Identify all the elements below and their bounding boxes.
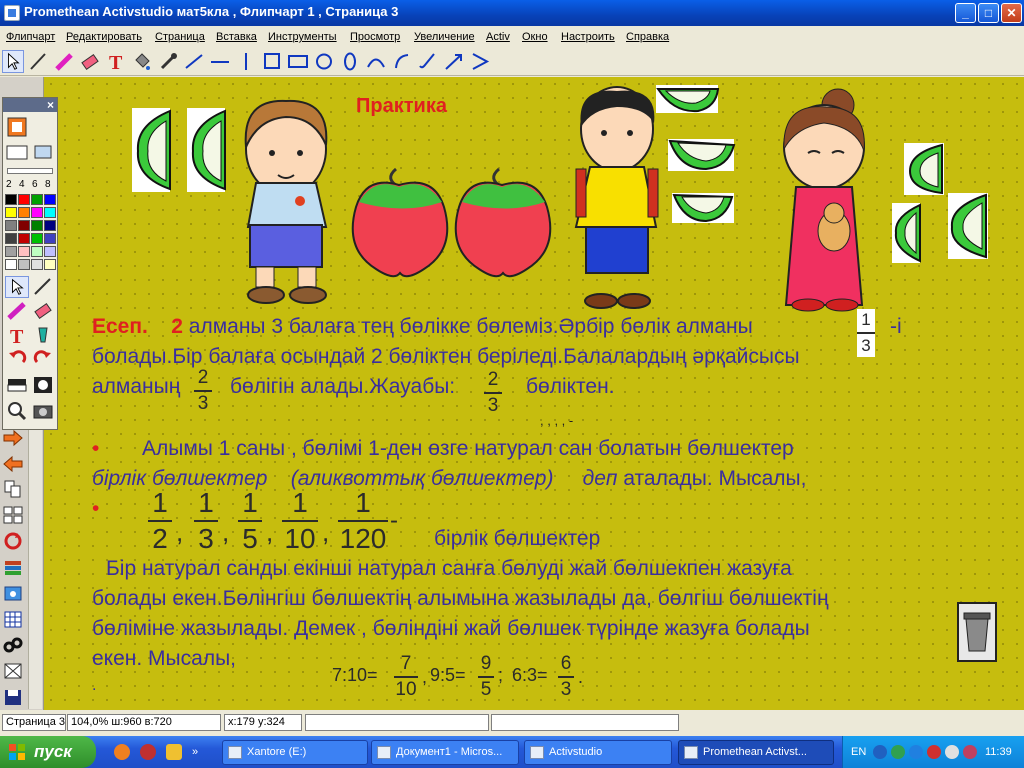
start-button[interactable] [0, 736, 96, 768]
word-icon [377, 746, 391, 759]
status-page: Страница 3 [2, 714, 66, 731]
apple-slice-right-3[interactable] [948, 193, 988, 259]
spotlight-tool-icon[interactable] [31, 374, 55, 396]
problem-label: Есеп. [92, 315, 148, 338]
menu-tools[interactable]: Инструменты [268, 31, 337, 43]
quicklaunch-app-icon[interactable] [166, 744, 182, 760]
fraction-two-thirds-b: 2 3 [484, 369, 502, 417]
menu-window[interactable]: Окно [522, 31, 548, 43]
windows-flag-icon [8, 743, 26, 761]
camera-icon[interactable] [31, 400, 55, 422]
division-expr-3: 6:3= [512, 665, 548, 685]
undo-icon[interactable] [5, 348, 29, 370]
term-aliquot-fractions: (аликвоттық бөлшектер) [290, 467, 554, 490]
screen-icon[interactable] [5, 142, 29, 164]
color-swatch[interactable] [5, 207, 17, 218]
apple-slice-left-2[interactable] [187, 108, 225, 192]
problem-line-3b: бөлігін алады.Жауабы: [230, 375, 456, 398]
line-icon[interactable] [183, 50, 205, 73]
division-frac-2: 9 5 [478, 653, 494, 701]
comma-1: , [176, 517, 184, 547]
dash-icon[interactable] [209, 50, 231, 73]
color-swatch[interactable] [44, 207, 56, 218]
redo-icon[interactable] [31, 348, 55, 370]
taskbar [0, 736, 1024, 768]
boy-left-illustration[interactable] [246, 101, 327, 303]
color-swatch[interactable] [44, 233, 56, 244]
division-period: . [578, 667, 584, 687]
opera-icon[interactable] [140, 744, 156, 760]
system-tray [842, 736, 1024, 768]
close-button[interactable]: ✕ [1001, 3, 1022, 23]
palette-text-icon[interactable] [5, 324, 29, 346]
comma-3: , [266, 517, 274, 547]
boy-middle-illustration[interactable] [576, 87, 658, 308]
paragraph-line-4: екен. Мысалы, [92, 647, 236, 670]
resource-library-icon[interactable] [2, 557, 24, 577]
menu-flipchart[interactable]: Флипчарт [6, 31, 56, 43]
square-icon[interactable] [261, 50, 283, 73]
division-sep-2: ; [498, 665, 504, 685]
palette-header[interactable] [3, 98, 57, 112]
taskbar-item-promethean[interactable]: Promethean Activst... [678, 740, 834, 765]
paragraph-dot: . [92, 677, 97, 694]
palette-eraser-icon[interactable] [31, 300, 55, 322]
status-bar [0, 710, 1024, 736]
menu-page[interactable]: Страница [155, 31, 205, 43]
window-title: Promethean Activstudio мат5кла , Флипчарт 1 , Страница 3 [24, 4, 399, 19]
vertical-line-icon[interactable] [235, 50, 257, 73]
reset-page-icon[interactable] [2, 531, 24, 551]
apple-1[interactable] [353, 169, 448, 276]
circle-icon[interactable] [313, 50, 335, 73]
slide-heading: Практика [356, 95, 447, 117]
arc-icon[interactable] [365, 50, 387, 73]
color-swatch[interactable] [31, 207, 43, 218]
color-swatch[interactable] [18, 233, 30, 244]
title-bar [0, 0, 1024, 26]
division-expr-1: 7:10= [332, 665, 378, 685]
spotlight-icon[interactable] [2, 661, 24, 681]
taskbar-item-xantore[interactable]: Xantore (E:) [222, 740, 368, 765]
palette-pen-icon[interactable] [31, 276, 55, 298]
app-icon[interactable] [4, 5, 20, 21]
maximize-button[interactable]: □ [978, 3, 999, 23]
unit-fractions-caption: бірлік бөлшектер [434, 527, 601, 550]
chevron-icon[interactable] [469, 50, 491, 73]
magnifier-icon[interactable] [5, 400, 29, 422]
arrow-icon[interactable] [443, 50, 465, 73]
tray-app-icon[interactable] [963, 745, 977, 759]
next-page-icon[interactable] [2, 429, 24, 447]
bullet-1: • [92, 437, 100, 460]
activstudio-icon [530, 746, 544, 759]
problem-number: 2 [171, 315, 183, 338]
color-swatch[interactable] [44, 220, 56, 231]
menu-settings[interactable]: Настроить [561, 31, 615, 43]
status-coords: x:179 y:324 [224, 714, 302, 731]
fill-icon[interactable] [131, 50, 153, 73]
trash-bin-icon[interactable] [958, 603, 996, 661]
color-swatch[interactable] [31, 194, 43, 205]
page-sorter-icon[interactable] [2, 479, 24, 499]
apple-slice-left-1[interactable] [132, 108, 170, 192]
tray-volume-icon[interactable] [945, 745, 959, 759]
start-label: пуск [34, 742, 72, 761]
problem-line-3c: бөліктен. [526, 375, 615, 398]
division-frac-1: 7 10 [395, 653, 417, 700]
pen-size-2[interactable]: 2 [6, 179, 12, 190]
problem-line-1 [92, 315, 753, 339]
apple-slice-right-1[interactable] [904, 143, 944, 195]
rectangle-icon[interactable] [287, 50, 309, 73]
svg-text:T: T [109, 52, 123, 73]
promethean-icon [684, 746, 698, 759]
menu-zoom[interactable]: Увеличение [414, 31, 475, 43]
color-swatch[interactable] [18, 207, 30, 218]
color-swatch[interactable] [31, 233, 43, 244]
unit-fraction-1: 1 2 [148, 487, 172, 555]
problem-line-3a: алманың [92, 375, 181, 398]
examples-dash: - [390, 507, 398, 534]
menu-help[interactable]: Справка [626, 31, 670, 43]
flipchart-canvas[interactable] [44, 77, 1024, 710]
definition-line-1: Алымы 1 саны , бөлімі 1-ден өзге натурал сан болатын бөлшектер [142, 437, 794, 460]
color-swatch[interactable] [18, 194, 30, 205]
ellipse-icon[interactable] [339, 50, 361, 73]
menu-insert[interactable]: Вставка [216, 31, 257, 43]
fraction-two-thirds-a: 2 3 [194, 367, 212, 415]
color-swatch[interactable] [44, 194, 56, 205]
apple-slice-right-2[interactable] [892, 203, 920, 263]
comma-2: , [222, 517, 230, 547]
camera-snapshot-icon[interactable] [2, 583, 24, 603]
division-expr-2: 9:5= [430, 665, 466, 685]
definition-line-2-end: аталады. Мысалы, [623, 467, 807, 490]
firefox-icon[interactable] [114, 744, 130, 760]
drawing-toolbar [0, 48, 1024, 76]
bullet-2: • [92, 497, 100, 520]
color-swatch[interactable] [31, 220, 43, 231]
problem-dots: , , , , - [540, 413, 574, 428]
pointer-icon[interactable] [2, 50, 24, 73]
unit-fraction-2: 1 3 [194, 487, 218, 555]
taskbar-item-activstudio[interactable]: Activstudio [524, 740, 672, 765]
menu-view[interactable]: Просмотр [350, 31, 401, 43]
revealer-icon[interactable] [5, 374, 29, 396]
status-field-empty-1 [305, 714, 489, 731]
girl-illustration[interactable] [784, 89, 864, 311]
paragraph-line-3: бөліміне жазылады. Демек , бөліндіні жай бөлшек түрінде жазуға болады [92, 617, 810, 640]
status-zoom: 104,0% ш:960 в:720 [67, 714, 221, 731]
hook-icon[interactable] [417, 50, 439, 73]
tray-network-icon[interactable] [891, 745, 905, 759]
tray-back-icon[interactable] [873, 745, 887, 759]
quicklaunch-expand-icon[interactable]: » [192, 746, 199, 758]
page-grid-icon[interactable] [2, 505, 24, 525]
taskbar-item-document[interactable]: Документ1 - Micros... [371, 740, 519, 765]
tool-palette[interactable] [2, 97, 58, 430]
color-swatch[interactable] [31, 259, 43, 270]
menu-edit[interactable]: Редактировать [66, 31, 142, 43]
menu-activ[interactable]: Activ [486, 31, 510, 43]
unit-fraction-3: 1 5 [238, 487, 262, 555]
pen-icon[interactable] [27, 50, 49, 73]
color-swatch[interactable] [5, 220, 17, 231]
language-indicator[interactable]: EN [851, 746, 867, 758]
desktop-icon[interactable] [31, 142, 55, 164]
apple-2[interactable] [456, 169, 551, 276]
apple-slice-middle-3[interactable] [672, 193, 734, 223]
svg-text:T: T [10, 326, 24, 346]
save-icon[interactable] [2, 687, 24, 707]
color-swatch[interactable] [5, 233, 17, 244]
color-swatch[interactable] [5, 246, 17, 257]
problem-line-2: болады.Бір балаға осындай 2 бөліктен беріледі.Балалардың әрқайсысы [92, 345, 800, 368]
color-swatch[interactable] [31, 246, 43, 257]
previous-page-icon[interactable] [2, 455, 24, 473]
paragraph-line-2: болады екен.Бөлінгіш бөлшектің алымына жазылады да, бөлгіш бөлшектің [92, 587, 829, 610]
palette-highlighter-icon[interactable] [5, 300, 29, 322]
tray-antivirus-icon[interactable] [927, 745, 941, 759]
division-frac-3: 6 3 [558, 653, 574, 701]
term-called: деп [582, 467, 618, 490]
fraction-one-third: 1 3 [857, 309, 875, 357]
apple-slice-middle-1[interactable] [656, 85, 718, 113]
pen-width-slider[interactable] [7, 168, 53, 174]
pen-size-8[interactable]: 8 [45, 179, 51, 190]
minimize-button[interactable]: _ [955, 3, 976, 23]
flipchart-icon[interactable] [5, 116, 29, 138]
clock[interactable]: 11:39 [985, 746, 1012, 758]
palette-pointer-icon[interactable] [5, 276, 29, 298]
pen-size-6[interactable]: 6 [32, 179, 38, 190]
palette-fill-icon[interactable] [31, 324, 55, 346]
grid-icon[interactable] [2, 609, 24, 629]
status-field-empty-2 [491, 714, 679, 731]
color-swatch[interactable] [44, 259, 56, 270]
color-swatch[interactable] [44, 246, 56, 257]
pen-size-4[interactable]: 4 [19, 179, 25, 190]
problem-line-1-suffix: -і [890, 315, 902, 338]
division-sep-1: , [422, 667, 428, 687]
menu-bar [0, 26, 1024, 48]
unit-fraction-4: 1 10 [282, 487, 318, 555]
term-unit-fractions: бірлік бөлшектер [92, 467, 268, 490]
color-swatch[interactable] [18, 220, 30, 231]
paragraph-line-1: Бір натурал санды екінші натурал санға бөлуді жай бөлшекпен жазуға [106, 557, 792, 580]
comma-4: , [322, 517, 330, 547]
curve-icon[interactable] [391, 50, 413, 73]
color-swatch[interactable] [5, 194, 17, 205]
drive-icon [228, 746, 242, 759]
eraser-icon[interactable] [79, 50, 101, 73]
color-swatch[interactable] [18, 259, 30, 270]
problem-line-1-text: алманы 3 балаға тең бөлікке бөлеміз.Әрбір бөлік алманы [188, 315, 753, 338]
highlighter-icon[interactable] [53, 50, 75, 73]
unit-fraction-5: 1 120 [339, 487, 387, 554]
dropper-icon[interactable] [157, 50, 179, 73]
tools-icon[interactable] [2, 635, 24, 655]
text-icon[interactable] [105, 50, 127, 73]
color-swatch[interactable] [18, 246, 30, 257]
apple-slice-middle-2[interactable] [668, 139, 734, 171]
tray-bluetooth-icon[interactable] [909, 745, 923, 759]
palette-close-button[interactable]: × [46, 98, 54, 112]
color-swatch[interactable] [5, 259, 17, 270]
